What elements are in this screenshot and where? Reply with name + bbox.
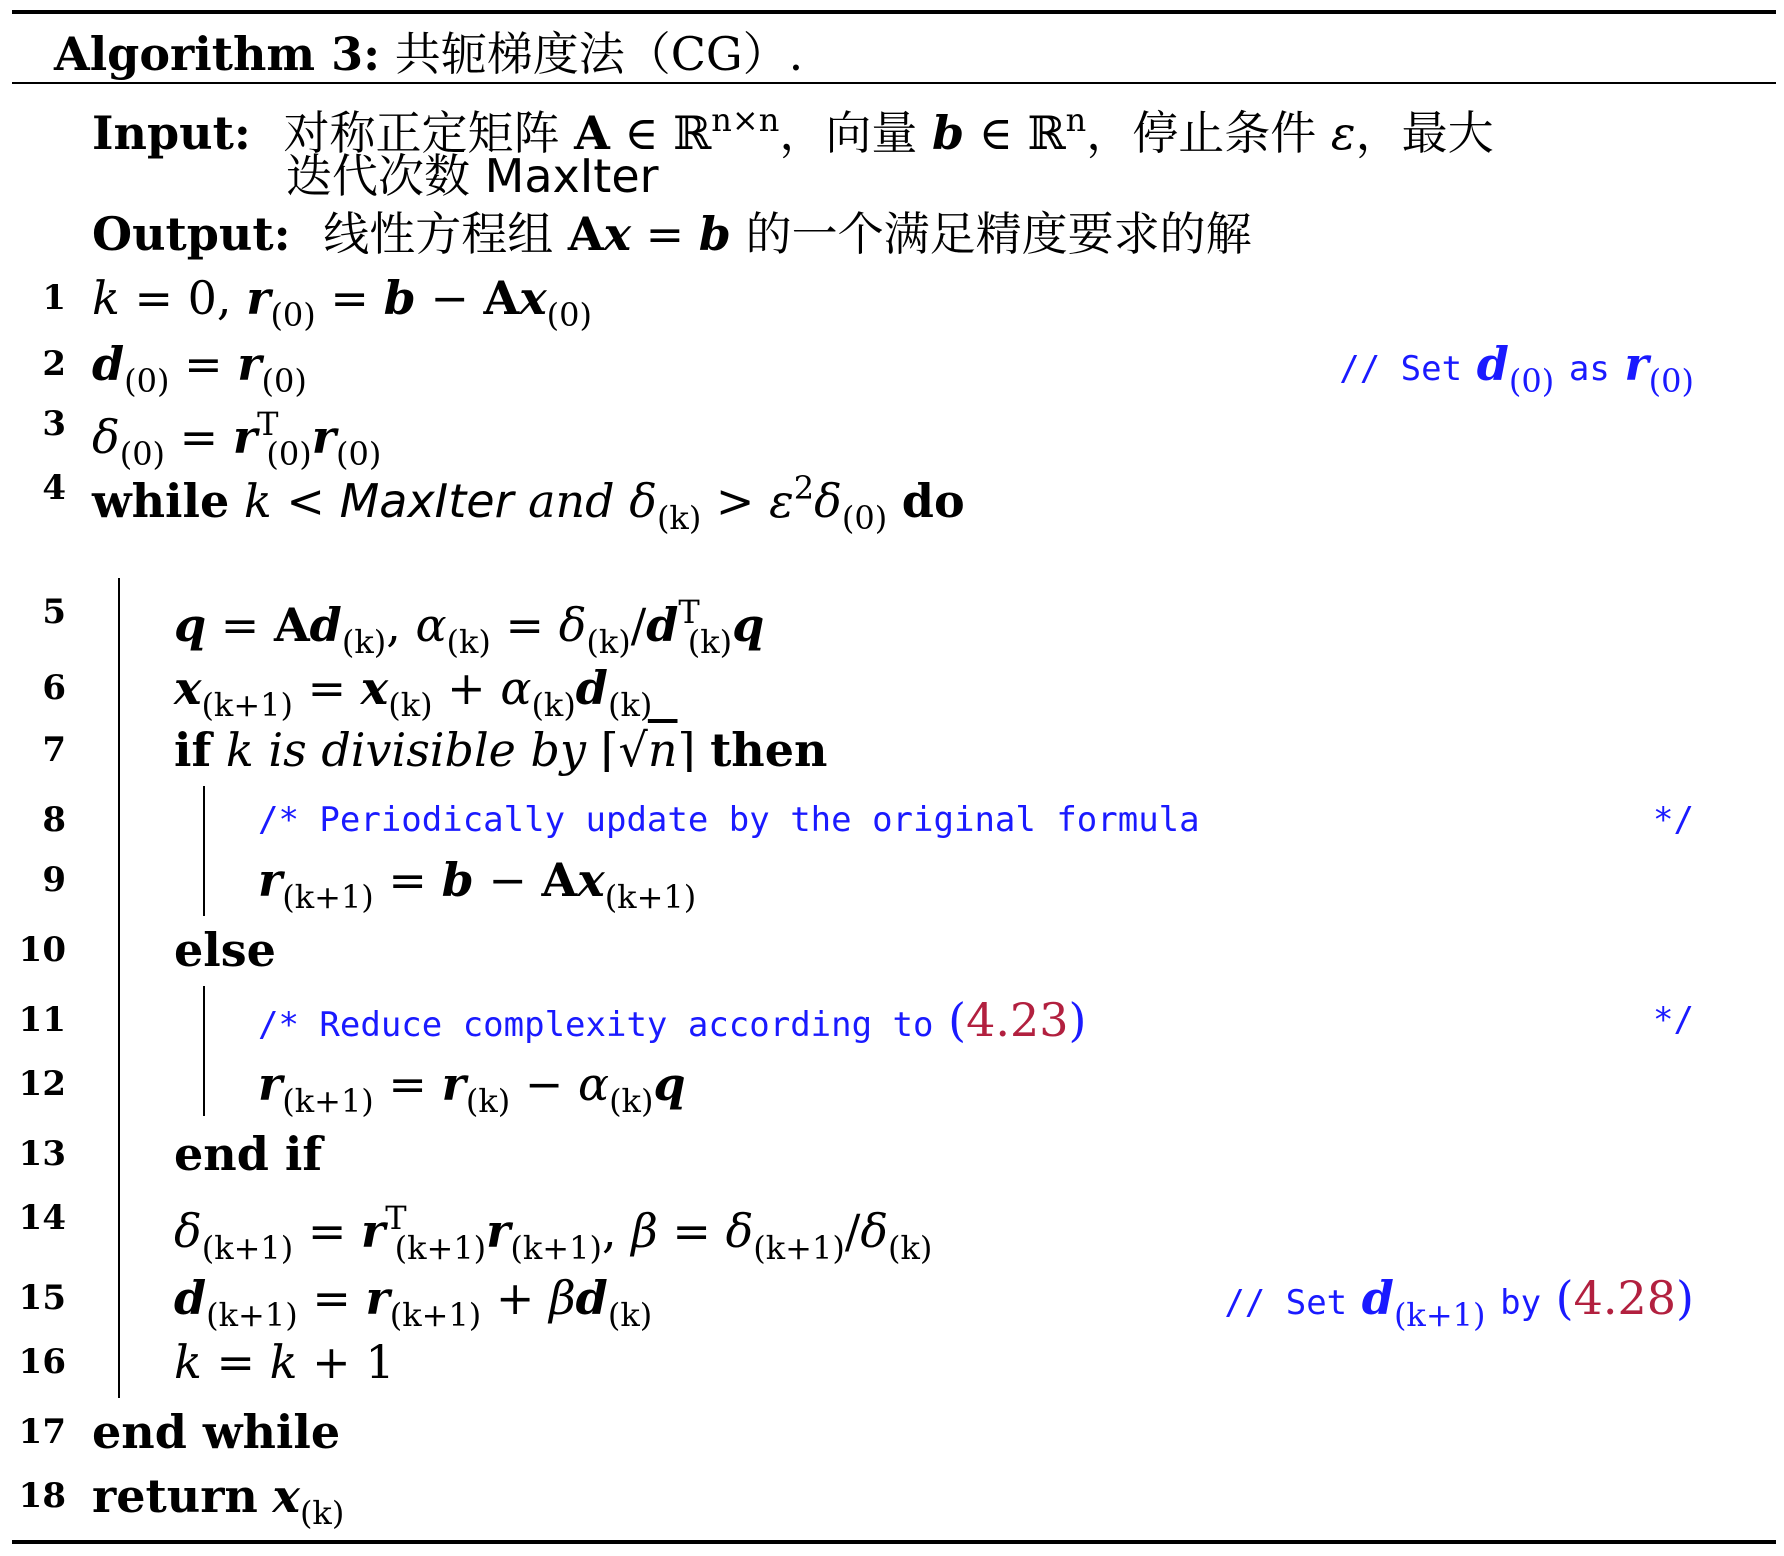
comment-end-8: */ xyxy=(1653,800,1694,840)
comment-line-11: /* Reduce complexity according to (4.23) xyxy=(258,993,1087,1047)
line-number: 8 xyxy=(42,800,66,840)
input-row-2: 迭代次数 MaxIter xyxy=(286,149,659,203)
input-text: 对称正定矩阵 A ∈ ℝ$^{n\times n}$，向量 b ∈ ℝ$^n$，停止条件 ε，最大 xyxy=(283,101,1494,160)
line-number: 13 xyxy=(18,1134,66,1174)
line-number: 11 xyxy=(18,1000,66,1040)
input-label: Input: xyxy=(92,106,251,160)
line-number: 14 xyxy=(18,1198,66,1238)
caption-rule xyxy=(12,82,1776,84)
comment-end-11: */ xyxy=(1653,1000,1694,1040)
equation-ref[interactable]: 4.28 xyxy=(1573,1271,1677,1325)
line-number: 5 xyxy=(42,592,66,632)
line-number: 3 xyxy=(42,404,66,444)
line-number: 4 xyxy=(42,468,66,508)
line-number: 12 xyxy=(18,1064,66,1104)
line-number: 17 xyxy=(18,1412,66,1452)
line-number: 9 xyxy=(42,860,66,900)
line-number: 2 xyxy=(42,344,66,384)
maxiter-text: MaxIter xyxy=(484,149,659,203)
if-block-bar xyxy=(203,786,205,916)
line-number: 7 xyxy=(42,730,66,770)
line-number: 18 xyxy=(18,1476,66,1516)
line-number: 1 xyxy=(42,278,66,318)
top-rule xyxy=(12,10,1776,14)
comment-line-15: // Set $d_{(k+1)}$ by (4.28) xyxy=(1224,1271,1694,1334)
line-number: 10 xyxy=(18,930,66,970)
equation-ref[interactable]: 4.23 xyxy=(966,993,1069,1047)
bottom-rule xyxy=(12,1540,1776,1544)
line-number: 15 xyxy=(18,1278,66,1318)
output-label: Output: xyxy=(92,207,291,261)
algorithm-label: Algorithm 3: xyxy=(54,27,381,81)
line-number: 16 xyxy=(18,1342,66,1382)
comment-line-8: /* Periodically update by the original formula xyxy=(258,800,1200,840)
line-number: 6 xyxy=(42,668,66,708)
else-block-bar xyxy=(203,986,205,1116)
while-block-bar xyxy=(118,578,120,1398)
algorithm-title: 共轭梯度法（CG）. xyxy=(394,27,804,81)
output-row: Output: 线性方程组 Ax = b 的一个满足精度要求的解 xyxy=(92,207,1252,261)
algorithm-caption xyxy=(54,22,803,86)
comment-line-2: // Set $d_{(0)}$ as $r_{(0)}$ xyxy=(1339,337,1694,400)
